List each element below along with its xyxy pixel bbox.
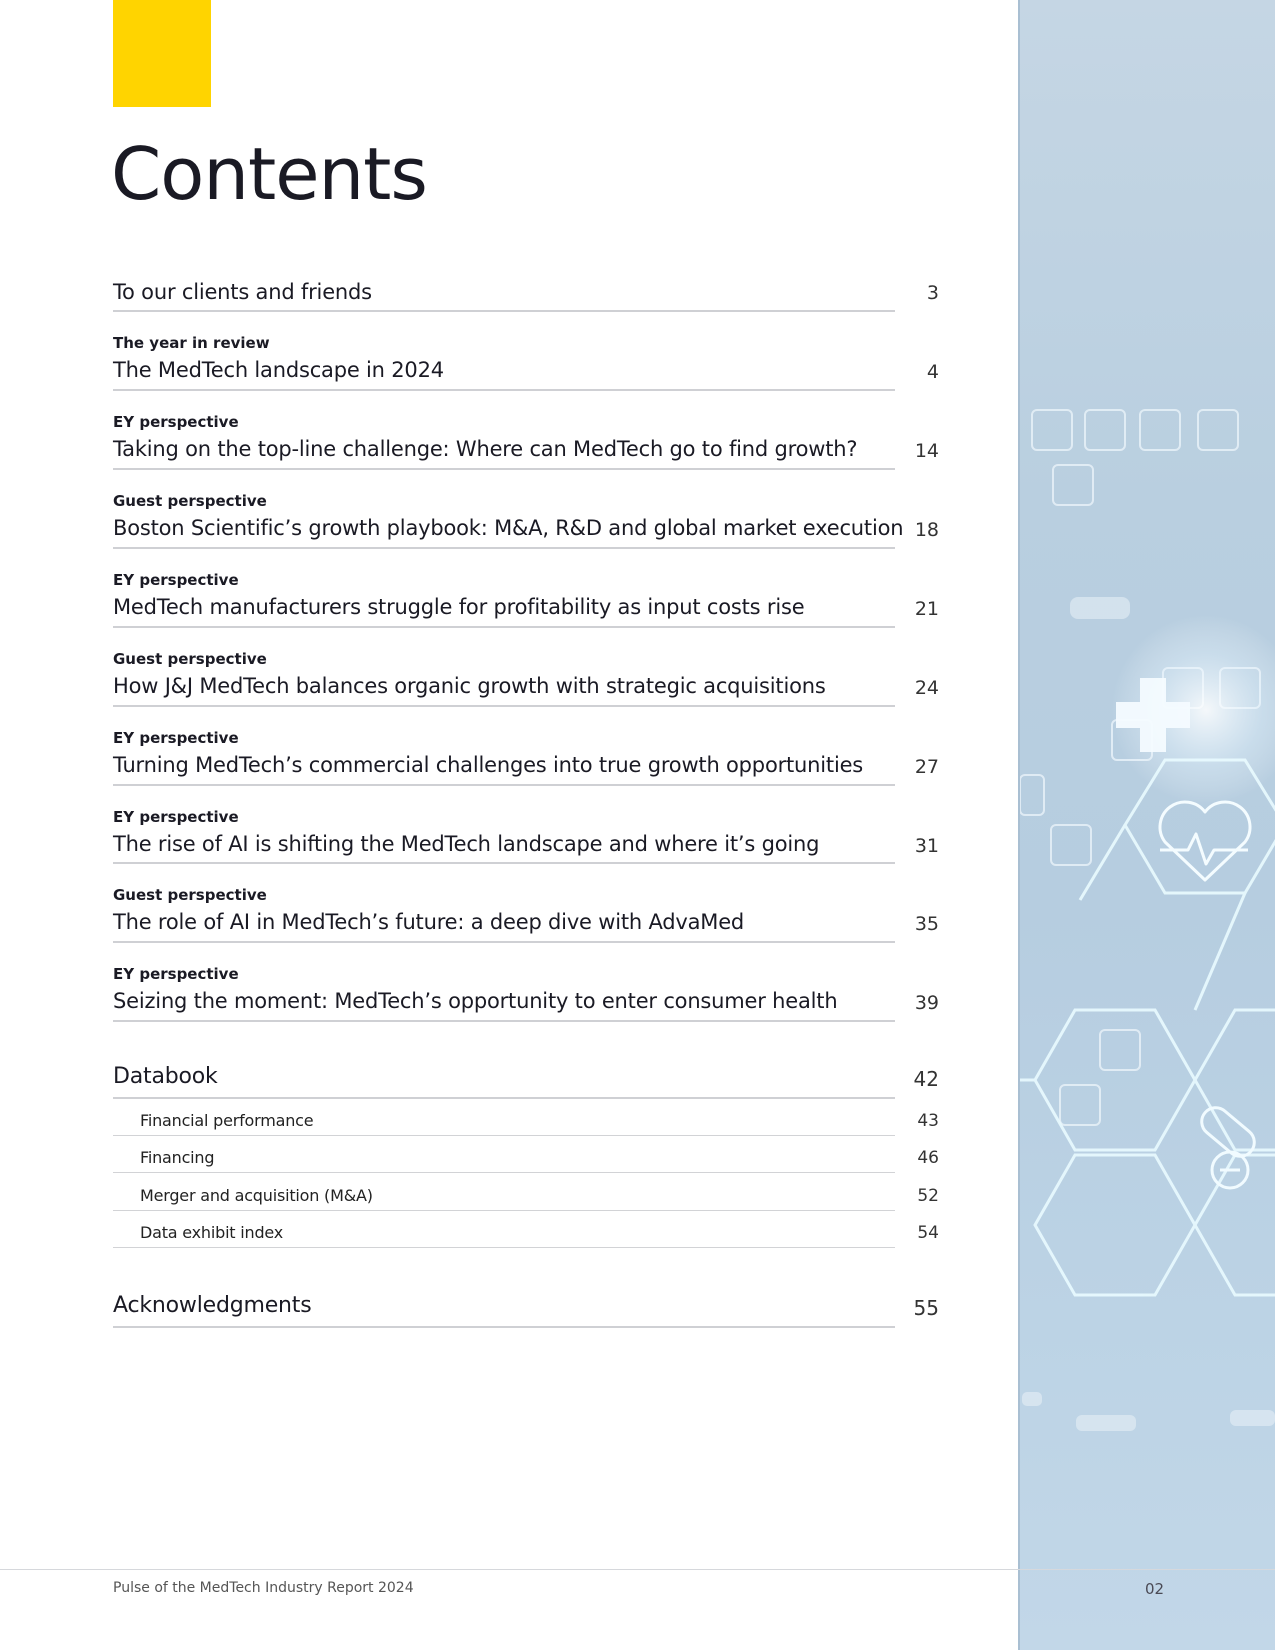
toc-entry-page: 39 [914, 992, 939, 1014]
pill-icon [1196, 1102, 1260, 1188]
medical-hexagon-graphic [1020, 0, 1275, 1650]
toc-entry-title[interactable]: Databook [113, 1064, 218, 1089]
divider [113, 547, 895, 549]
toc-entry-page: 55 [913, 1296, 939, 1320]
decorative-medical-image [1018, 0, 1275, 1650]
divider [113, 1097, 895, 1099]
toc-entry-title[interactable]: How J&J MedTech balances organic growth with strategic acquisitions [113, 674, 826, 698]
divider [113, 941, 895, 943]
toc-entry-kicker: The year in review [113, 334, 270, 352]
toc-subentry-page: 52 [917, 1186, 939, 1206]
toc-entry-title[interactable]: Turning MedTech’s commercial challenges into true growth opportunities [113, 753, 864, 777]
toc-entry-page: 18 [914, 519, 939, 541]
toc-entry-kicker: EY perspective [113, 571, 239, 589]
toc-subentry-title[interactable]: Financing [140, 1148, 215, 1167]
toc-entry-page: 14 [914, 440, 939, 462]
toc-entry-title[interactable]: Boston Scientific’s growth playbook: M&A, R&D and global market execution [113, 516, 904, 540]
toc-entry-kicker: Guest perspective [113, 886, 267, 904]
toc-entry-title[interactable]: To our clients and friends [113, 280, 372, 304]
toc-subentry-page: 54 [917, 1223, 939, 1243]
toc-entry-page: 42 [913, 1067, 939, 1091]
toc-entry-page: 24 [914, 677, 939, 699]
toc-entry-page: 4 [926, 361, 939, 383]
footer-page-number: 02 [1145, 1580, 1165, 1598]
toc-entry-page: 21 [914, 598, 939, 620]
toc-entry-title[interactable]: Seizing the moment: MedTech’s opportunity to enter consumer health [113, 989, 838, 1013]
toc-entry-kicker: Guest perspective [113, 492, 267, 510]
toc-entry-kicker: EY perspective [113, 965, 239, 983]
toc-entry-kicker: EY perspective [113, 729, 239, 747]
divider [113, 1247, 895, 1248]
hexagon-network [1020, 760, 1275, 1295]
divider [113, 1172, 895, 1173]
footer-report-title: Pulse of the MedTech Industry Report 2024 [113, 1580, 414, 1596]
divider [113, 862, 895, 864]
divider [113, 626, 895, 628]
footer-divider [0, 1569, 1275, 1570]
divider [113, 705, 895, 707]
toc-entry-title[interactable]: Taking on the top-line challenge: Where can MedTech go to find growth? [113, 437, 858, 461]
divider [113, 784, 895, 786]
toc-subentry-title[interactable]: Financial performance [140, 1111, 314, 1130]
toc-subentry-title[interactable]: Merger and acquisition (M&A) [140, 1186, 373, 1205]
toc-entry-title[interactable]: MedTech manufacturers struggle for profitability as input costs rise [113, 595, 805, 619]
brand-yellow-block [113, 0, 211, 107]
toc-entry-title[interactable]: The rise of AI is shifting the MedTech landscape and where it’s going [113, 832, 820, 856]
divider [113, 1210, 895, 1211]
divider [113, 468, 895, 470]
toc-subentry-title[interactable]: Data exhibit index [140, 1223, 284, 1242]
divider [113, 389, 895, 391]
toc-subentry-page: 46 [917, 1148, 939, 1168]
toc-entry-title[interactable]: Acknowledgments [113, 1293, 312, 1318]
divider [113, 310, 895, 312]
divider [113, 1020, 895, 1022]
heart-monitor-icon [1160, 802, 1250, 880]
toc-subentry-page: 43 [917, 1111, 939, 1131]
toc-entry-kicker: EY perspective [113, 808, 239, 826]
page-title: Contents [111, 132, 427, 216]
toc-entry-page: 3 [926, 282, 939, 304]
toc-entry-title[interactable]: The MedTech landscape in 2024 [113, 358, 444, 382]
toc-entry-page: 31 [914, 835, 939, 857]
toc-entry-kicker: Guest perspective [113, 650, 267, 668]
toc-entry-page: 27 [914, 756, 939, 778]
divider [113, 1135, 895, 1136]
toc-entry-kicker: EY perspective [113, 413, 239, 431]
toc-entry-page: 35 [914, 913, 939, 935]
divider [113, 1326, 895, 1328]
toc-entry-title[interactable]: The role of AI in MedTech’s future: a deep dive with AdvaMed [113, 910, 745, 934]
